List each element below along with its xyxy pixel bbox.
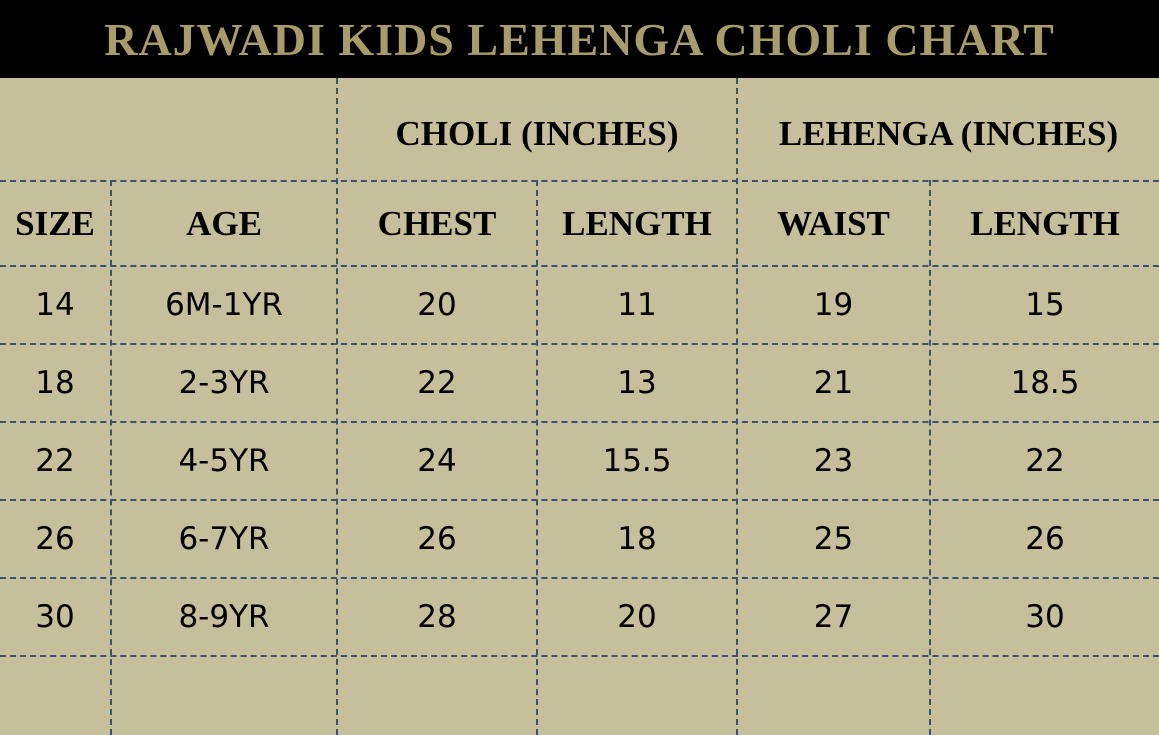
table-cell-size: 22 <box>35 443 75 479</box>
table-cell-age <box>112 657 336 735</box>
table-cell-lehenga-length: 26 <box>1025 521 1065 557</box>
table-cell-choli-length: 13 <box>617 365 657 401</box>
table-cell-age: 4-5YR <box>178 443 270 479</box>
table-cell-chest: 24 <box>417 443 457 479</box>
table-cell-chest: 20 <box>417 287 457 323</box>
table-cell-size: 26 <box>35 521 75 557</box>
table-cell-lehenga-length: 15 <box>1025 287 1065 323</box>
table-cell-chest: 22 <box>417 365 457 401</box>
size-chart-table <box>0 78 1159 735</box>
table-cell-waist: 27 <box>813 599 854 635</box>
table-cell-size: 18 <box>35 365 75 401</box>
column-header-chest: CHEST <box>377 203 497 243</box>
table-cell-chest <box>338 657 536 735</box>
table-cell-chest: 28 <box>417 599 457 635</box>
column-header-waist: WAIST <box>777 203 890 243</box>
table-cell-choli-length: 15.5 <box>602 443 672 479</box>
table-cell-lehenga-length: 18.5 <box>1010 365 1080 401</box>
table-cell-size: 14 <box>35 287 75 323</box>
table-cell-waist: 23 <box>813 443 854 479</box>
table-cell-lehenga-length <box>931 657 1159 735</box>
table-cell-lehenga-length: 22 <box>1025 443 1065 479</box>
chart-title: RAJWADI KIDS LEHENGA CHOLI CHART <box>104 13 1055 65</box>
table-cell-choli-length: 11 <box>617 287 657 323</box>
table-cell-age: 6-7YR <box>178 521 270 557</box>
table-cell-choli-length: 20 <box>617 599 657 635</box>
table-cell-choli-length: 18 <box>617 521 657 557</box>
title-bar <box>0 0 1159 78</box>
column-header-choli-length: LENGTH <box>562 203 712 243</box>
table-cell-waist: 21 <box>813 365 854 401</box>
group-header-lehenga: LEHENGA (INCHES) <box>778 114 1119 153</box>
table-cell-lehenga-length: 30 <box>1025 599 1065 635</box>
table-cell-age: 6M-1YR <box>165 287 283 323</box>
table-cell-waist <box>738 657 929 735</box>
column-header-age: AGE <box>186 203 262 243</box>
table-cell-size <box>0 657 110 735</box>
column-header-lehenga-length: LENGTH <box>970 203 1120 243</box>
group-header-choli: CHOLI (INCHES) <box>395 114 679 153</box>
table-cell-age: 2-3YR <box>178 365 270 401</box>
table-cell-size: 30 <box>35 599 75 635</box>
table-cell-age: 8-9YR <box>178 599 270 635</box>
table-cell-chest: 26 <box>417 521 457 557</box>
table-cell-waist: 19 <box>813 287 854 323</box>
table-cell-waist: 25 <box>813 521 854 557</box>
table-cell-choli-length <box>538 657 736 735</box>
column-header-size: SIZE <box>15 203 95 243</box>
